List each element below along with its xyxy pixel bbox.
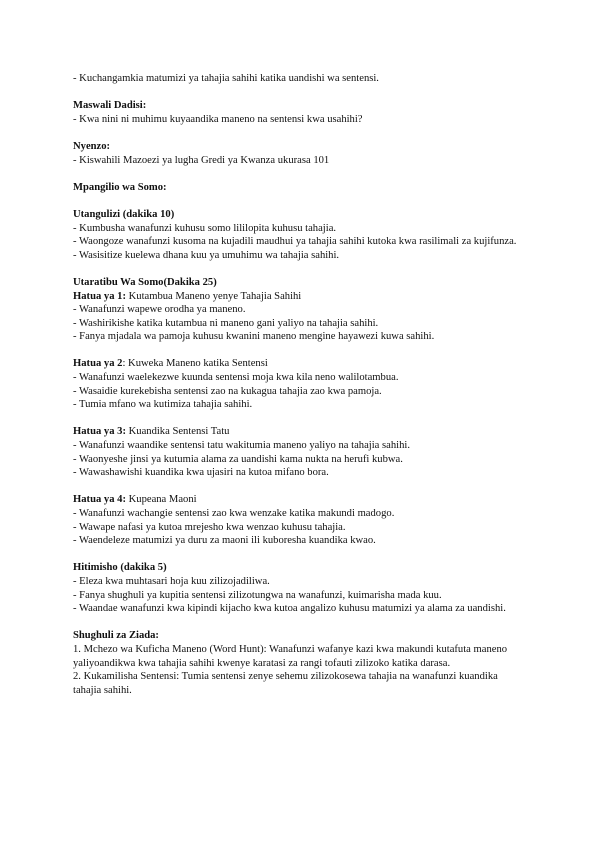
hitimisho-line: - Fanya shughuli ya kupitia sentensi zilizotungwa na wanafunzi, kuimarisha mada kuu. bbox=[73, 589, 442, 601]
utangulizi-line: - Wasisitize kuelewa dhana kuu ya umuhimu wa tahajia sahihi. bbox=[73, 249, 340, 261]
shughuli-line: 1. Mchezo wa Kuficha Maneno (Word Hunt): Wanafunzi wafanye kazi kwa makundi kutafuta maneno yaliyoandikwa kwa tahajia sahihi kwenye karatasi za rangi tofauti zilizoko katika darasa. bbox=[73, 643, 508, 669]
shughuli-heading: Shughuli za Ziada: bbox=[73, 630, 159, 642]
hatua-title-text: Kuandika Sentensi Tatu bbox=[125, 426, 230, 438]
maswali-line: - Kwa nini ni muhimu kuyaandika maneno na sentensi kwa usahihi? bbox=[73, 113, 363, 125]
hatua-4-section bbox=[73, 493, 525, 547]
hitimisho-line: - Waandae wanafunzi kwa kipindi kijacho kwa kutoa angalizo kuhusu matumizi ya alama za uandishi. bbox=[73, 603, 506, 615]
hatua-title-text: Kupeana Maoni bbox=[125, 494, 197, 506]
hatua-line: - Tumia mfano wa kutimiza tahajia sahihi. bbox=[73, 399, 253, 411]
hatua-line: - Wanafunzi wapewe orodha ya maneno. bbox=[73, 304, 246, 316]
mpangilio-section bbox=[73, 181, 525, 195]
hatua-title bbox=[73, 493, 525, 507]
mpangilio-heading: Mpangilio wa Somo: bbox=[73, 181, 167, 193]
utangulizi-line: - Waongoze wanafunzi kusoma na kujadili maudhui ya tahajia sahihi kutoka kwa rasilimali za kujifunza. bbox=[73, 236, 517, 248]
hatua-title bbox=[73, 290, 525, 304]
hatua-line: - Wasaidie kurekebisha sentensi zao na kukagua tahajia zao kwa pamoja. bbox=[73, 385, 382, 397]
hatua-label: Hatua ya 1: bbox=[73, 290, 126, 302]
hatua-2-section bbox=[73, 357, 525, 411]
hatua-1-section bbox=[73, 276, 525, 344]
utangulizi-line: - Kumbusha wanafunzi kuhusu somo lililopita kuhusu tahajia. bbox=[73, 222, 337, 234]
hitimisho-heading: Hitimisho (dakika 5) bbox=[73, 562, 167, 574]
utaratibu-heading: Utaratibu Wa Somo(Dakika 25) bbox=[73, 276, 217, 288]
nyenzo-line: - Kiswahili Mazoezi ya lugha Gredi ya Kwanza ukurasa 101 bbox=[73, 154, 330, 166]
hatua-line: - Wawashawishi kuandika kwa ujasiri na kutoa mifano bora. bbox=[73, 467, 329, 479]
intro-line: - Kuchangamkia matumizi ya tahajia sahihi katika uandishi wa sentensi. bbox=[73, 73, 379, 84]
nyenzo-heading: Nyenzo: bbox=[73, 140, 111, 152]
maswali-heading: Maswali Dadisi: bbox=[73, 100, 147, 112]
hatua-line: - Wanafunzi wachangie sentensi zao kwa wenzake katika makundi madogo. bbox=[73, 508, 395, 519]
hatua-label: Hatua ya 4: bbox=[73, 494, 126, 506]
hatua-title bbox=[73, 425, 525, 439]
nyenzo-section bbox=[73, 140, 525, 167]
hatua-title-text: Kutambua Maneno yenye Tahajia Sahihi bbox=[125, 290, 302, 302]
hatua-line: - Washirikishe katika kutambua ni maneno gani yaliyo na tahajia sahihi. bbox=[73, 317, 379, 329]
hitimisho-line: - Eleza kwa muhtasari hoja kuu zilizojadiliwa. bbox=[73, 575, 270, 587]
hatua-line: - Wanafunzi waelekezwe kuunda sentensi moja kwa kila neno walilotambua. bbox=[73, 372, 399, 384]
intro-section bbox=[73, 72, 525, 86]
hatua-line: - Wawape nafasi ya kutoa mrejesho kwa wenzao kuhusu tahajia. bbox=[73, 521, 346, 533]
hatua-3-section bbox=[73, 425, 525, 479]
shughuli-line: 2. Kukamilisha Sentensi: Tumia sentensi zenye sehemu zilizokosewa tahajia na wanafunzi kuandika tahajia sahihi. bbox=[73, 671, 498, 696]
hatua-label: Hatua ya 3: bbox=[73, 426, 126, 438]
hatua-line: - Fanya mjadala wa pamoja kuhusu kwanini maneno mengine hayawezi kuwa sahihi. bbox=[73, 331, 435, 343]
hatua-line: - Waonyeshe jinsi ya kutumia alama za uandishi kama nukta na herufi kubwa. bbox=[73, 453, 403, 465]
utangulizi-section bbox=[73, 208, 525, 262]
hitimisho-section bbox=[73, 561, 525, 615]
maswali-section bbox=[73, 99, 525, 126]
shughuli-section bbox=[73, 629, 525, 697]
hatua-line: - Wanafunzi waandike sentensi tatu wakitumia maneno yaliyo na tahajia sahihi. bbox=[73, 440, 410, 452]
hatua-label: Hatua ya 2 bbox=[73, 358, 123, 370]
hatua-title bbox=[73, 357, 525, 371]
hatua-line: - Waendeleze matumizi ya duru za maoni ili kuboresha kuandika kwao. bbox=[73, 535, 376, 547]
utangulizi-heading: Utangulizi (dakika 10) bbox=[73, 208, 175, 220]
hatua-title-text: : Kuweka Maneno katika Sentensi bbox=[122, 358, 268, 370]
